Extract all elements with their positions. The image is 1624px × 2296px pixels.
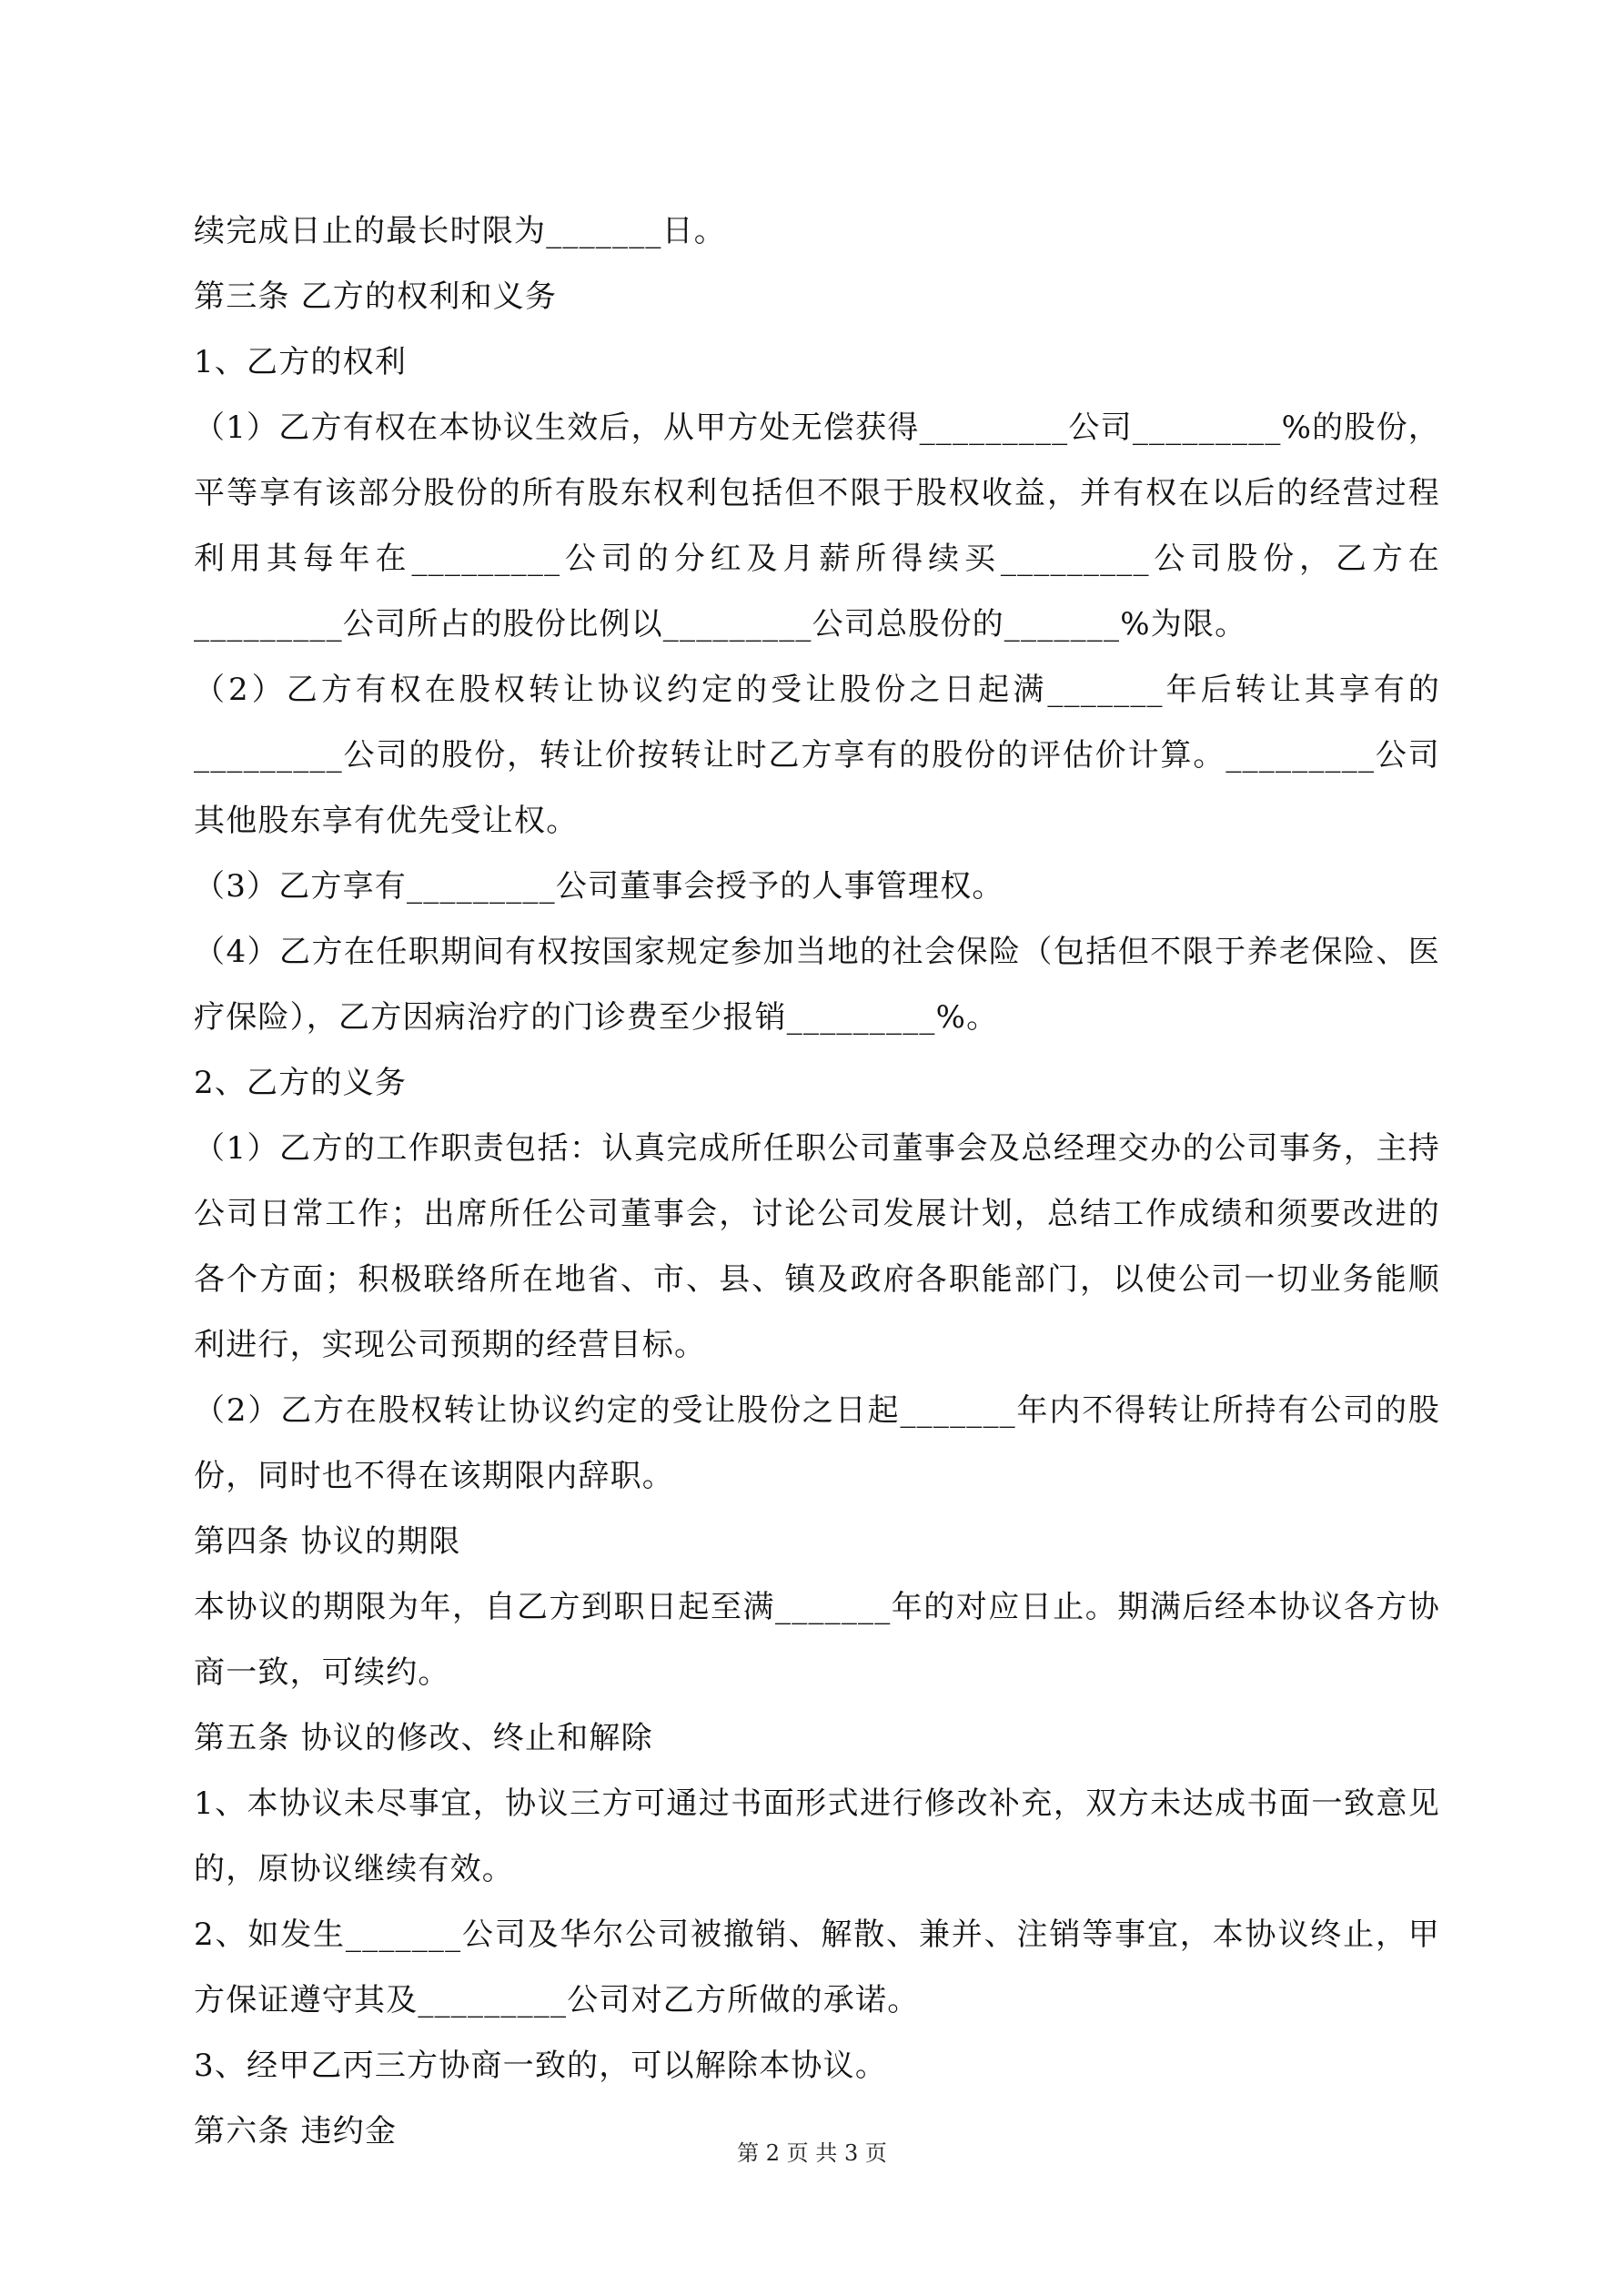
page-number-footer: 第 2 页 共 3 页	[737, 2140, 887, 2166]
rights-item-2: （2）乙方有权在股权转让协议约定的受让股份之日起满_______年后转让其享有的_________公司的股份，转让价按转让时乙方享有的股份的评估价计算。_________公司其他股东享有优先受让权。	[194, 672, 1440, 839]
article-4-heading: 第四条 协议的期限	[194, 1523, 461, 1560]
article-5-heading: 第五条 协议的修改、终止和解除	[194, 1720, 653, 1756]
obligations-item-2: （2）乙方在股权转让协议约定的受让股份之日起_______年内不得转让所持有公司的股份，同时也不得在该期限内辞职。	[194, 1392, 1440, 1494]
term-paragraph: 本协议的期限为年，自乙方到职日起至满_______年的对应日止。期满后经本协议各方协商一致，可续约。	[194, 1589, 1440, 1691]
section-rights-heading: 1、乙方的权利	[194, 344, 408, 380]
rights-item-4: （4）乙方在任职期间有权按国家规定参加当地的社会保险（包括但不限于养老保险、医疗保险），乙方因病治疗的门诊费至少报销_________%。	[194, 934, 1440, 1036]
clause-continuation: 续完成日止的最长时限为_______日。	[194, 213, 726, 249]
document-body	[194, 198, 1440, 2164]
article-6-heading: 第六条 违约金	[194, 2113, 398, 2149]
modification-item-1: 1、本协议未尽事宜，协议三方可通过书面形式进行修改补充，双方未达成书面一致意见的，原协议继续有效。	[194, 1785, 1440, 1887]
modification-item-2: 2、如发生_______公司及华尔公司被撤销、解散、兼并、注销等事宜，本协议终止，甲方保证遵守其及_________公司对乙方所做的承诺。	[194, 1917, 1440, 2018]
obligations-item-1: （1）乙方的工作职责包括：认真完成所任职公司董事会及总经理交办的公司事务，主持公司日常工作；出席所任公司董事会，讨论公司发展计划，总结工作成绩和须要改进的各个方面；积极联络所在地省、市、县、镇及政府各职能部门，以使公司一切业务能顺利进行，实现公司预期的经营目标。	[194, 1130, 1440, 1363]
rights-item-3: （3）乙方享有_________公司董事会授予的人事管理权。	[194, 868, 1004, 905]
rights-item-1: （1）乙方有权在本协议生效后，从甲方处无偿获得_________公司_________%的股份，平等享有该部分股份的所有股东权利包括但不限于股权收益，并有权在以后的经营过程利用其每年在_________公司的分红及月薪所得续买_________公司股份，乙方在_________公司所占的股份比例以_________公司总股份的_______%为限。	[194, 410, 1440, 642]
modification-item-3: 3、经甲乙丙三方协商一致的，可以解除本协议。	[194, 2048, 888, 2084]
section-obligations-heading: 2、乙方的义务	[194, 1065, 408, 1101]
article-3-heading: 第三条 乙方的权利和义务	[194, 278, 558, 315]
